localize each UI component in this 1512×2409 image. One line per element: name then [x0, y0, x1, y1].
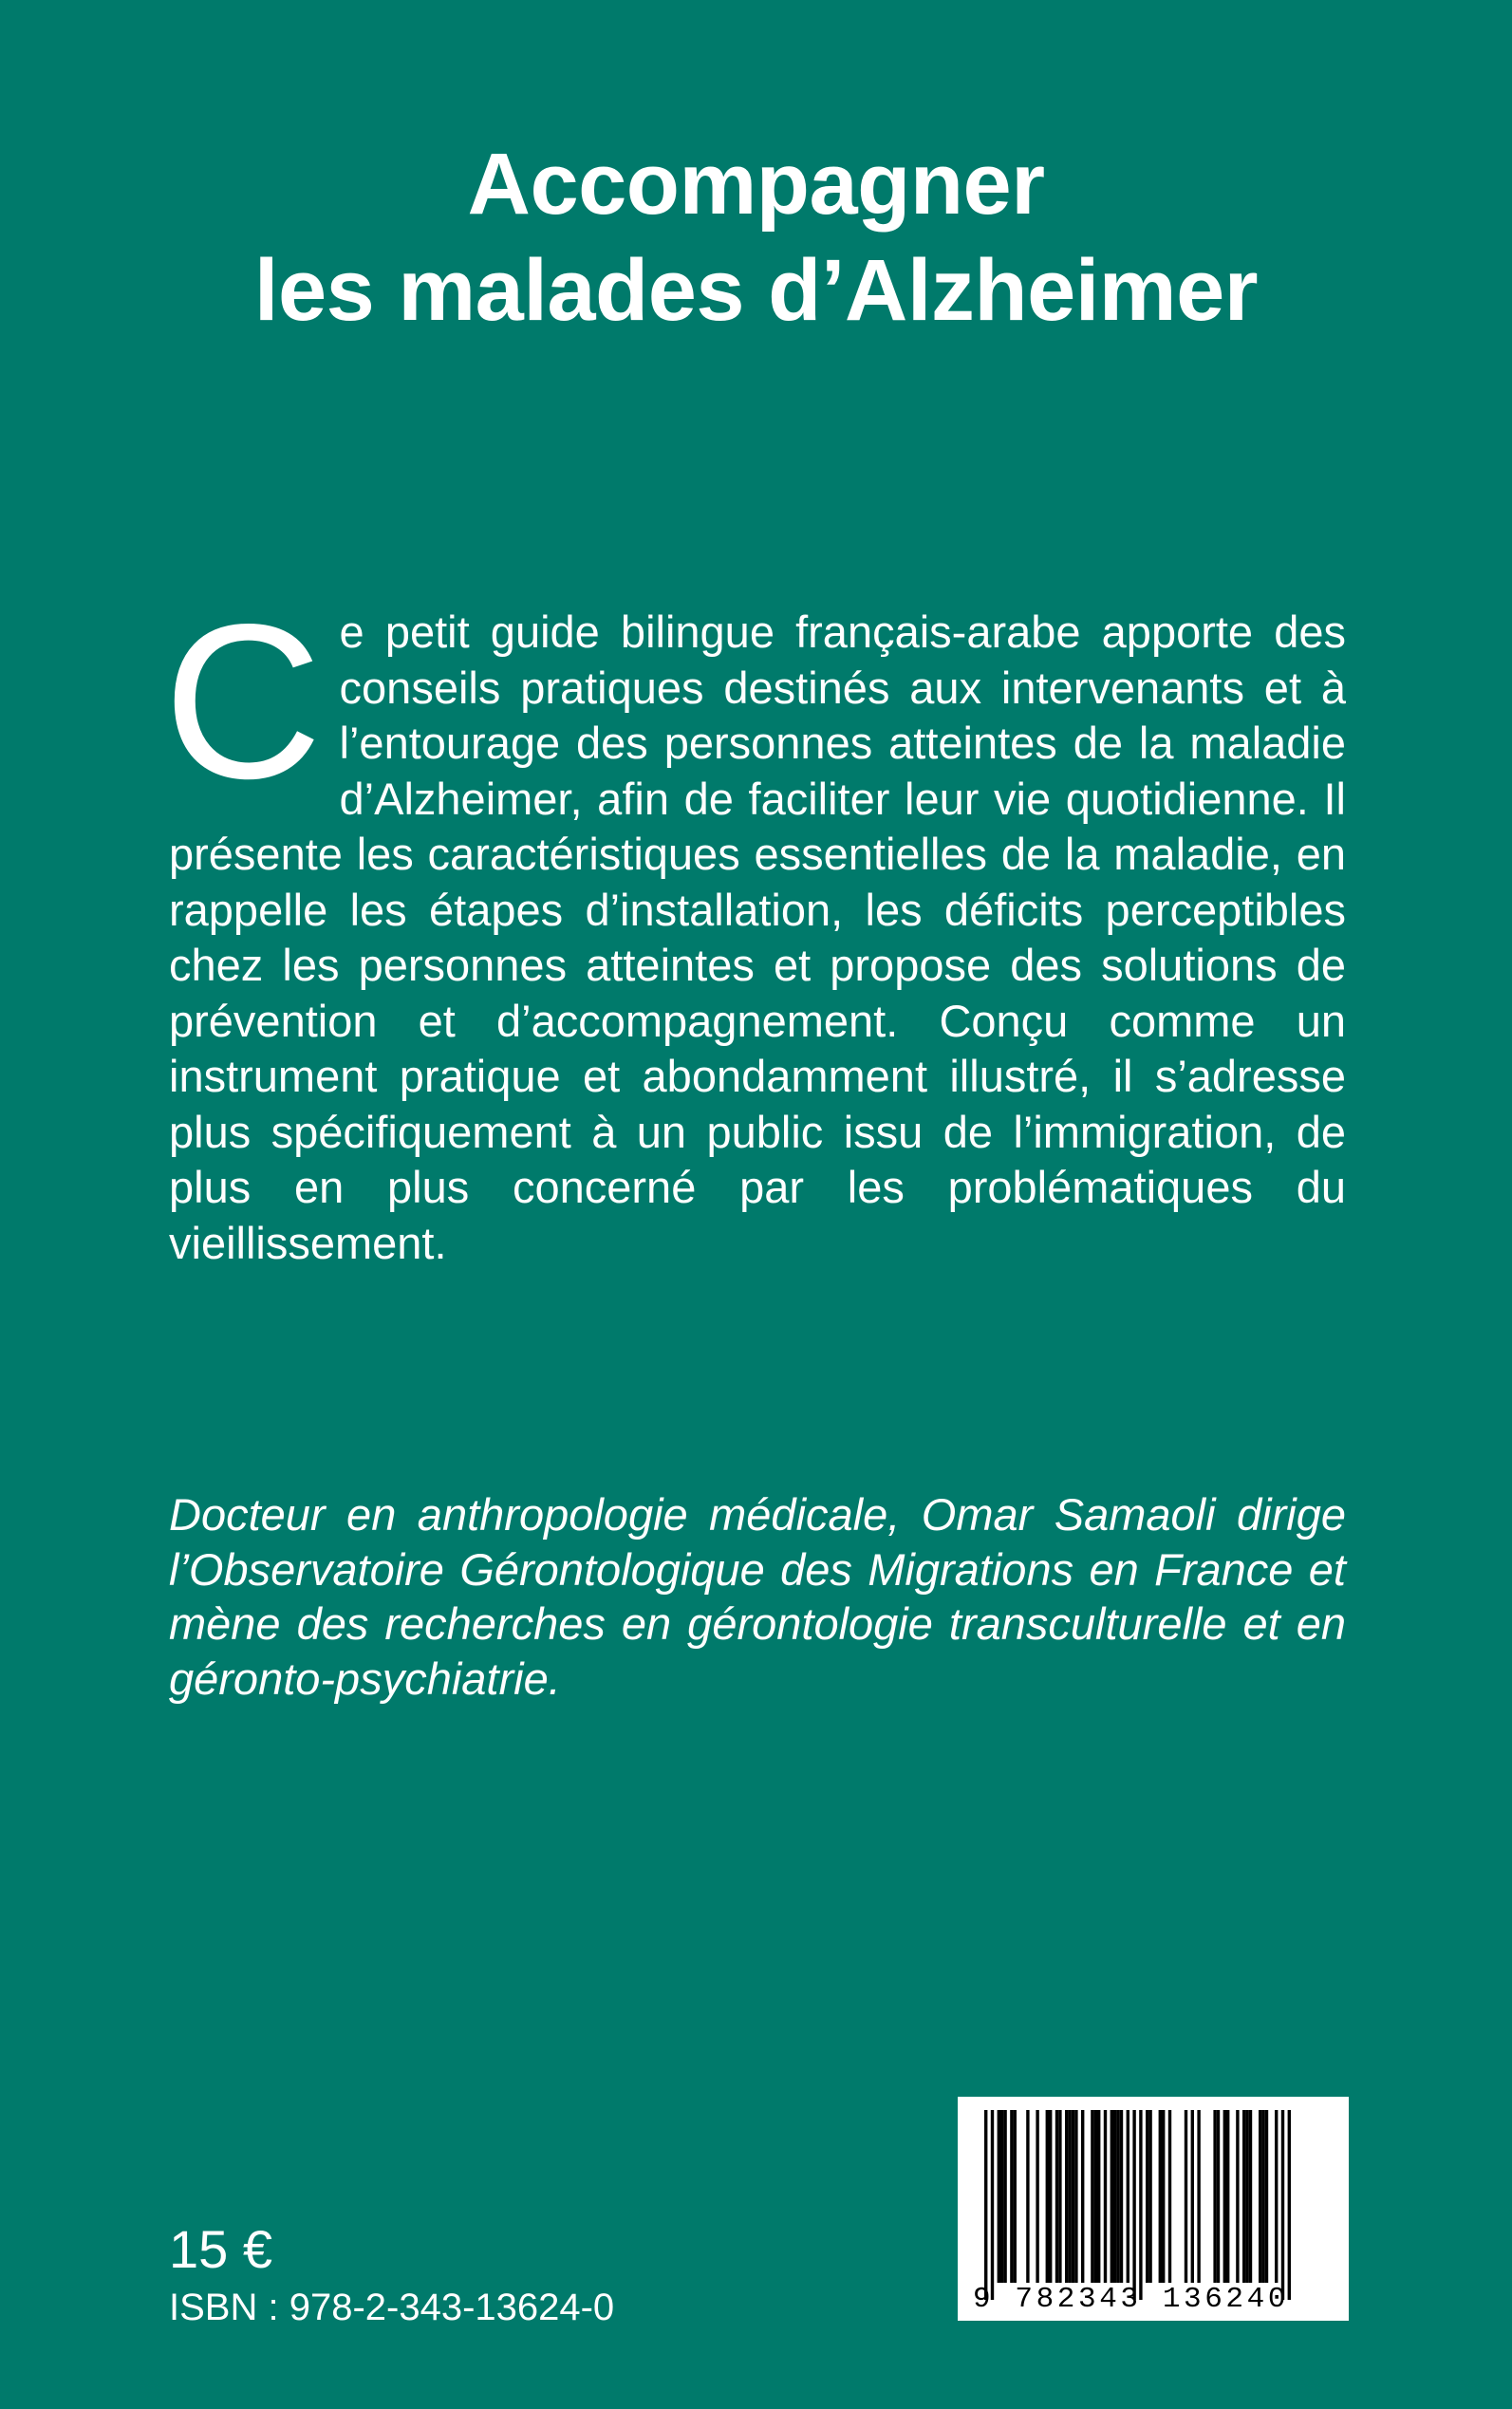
barcode-bar [1281, 2110, 1284, 2300]
barcode-bar [1275, 2110, 1278, 2283]
barcode-bar [1265, 2110, 1268, 2283]
barcode-bar [1197, 2110, 1200, 2283]
book-blurb [163, 579, 1346, 1271]
barcode-bar [1065, 2110, 1068, 2283]
barcode-bar [1046, 2110, 1049, 2283]
barcode-bar [1094, 2110, 1097, 2283]
barcode-bar [998, 2110, 1000, 2283]
barcode-bar [1000, 2110, 1003, 2283]
barcode [958, 2097, 1349, 2321]
barcode-bar [1014, 2110, 1017, 2283]
barcode-bar [1148, 2110, 1151, 2283]
barcode-bar [1068, 2110, 1071, 2283]
blurb-text: e petit guide bilingue français-arabe apporte des conseils pratiques destinés aux intervenants et à l’entourage des personnes atteintes de la maladie d’Alzheimer, afin de faciliter leur vie quotidienne. Il présente les caractéristiques essentielles de la maladie, en rappelle les étapes d’installation, les déficits perceptibles chez les personnes atteintes et propose des solutions de prévention et d’accompagnement. Conçu comme un instrument pratique et abondamment illustré, il s’adresse plus spécifiquement à un public issu de l’immigration, de plus en plus concerné par les problématiques du vieillissement. [169, 607, 1346, 1268]
barcode-bar [1072, 2110, 1074, 2283]
barcode-bar [1236, 2110, 1239, 2283]
barcode-bar [1026, 2110, 1029, 2283]
barcode-bar [1010, 2110, 1013, 2283]
barcode-bar [1242, 2110, 1245, 2283]
barcode-bar [1162, 2110, 1165, 2283]
barcode-bar [1159, 2110, 1162, 2283]
barcode-bar [1091, 2110, 1093, 2283]
barcode-bar [1245, 2110, 1248, 2283]
barcode-bar [1185, 2110, 1187, 2283]
barcode-bar [1132, 2110, 1135, 2300]
barcode-bar [1120, 2110, 1123, 2283]
barcode-bar [1288, 2110, 1291, 2300]
barcode-bar [1139, 2110, 1142, 2300]
barcode-bar [1261, 2110, 1264, 2283]
barcode-bar [1127, 2110, 1129, 2283]
barcode-digits: 9 782343 136240 [973, 2283, 1290, 2316]
barcode-bar [1217, 2110, 1220, 2283]
barcode-bar [984, 2110, 987, 2300]
barcode-bar [1074, 2110, 1077, 2283]
barcode-bar [1146, 2110, 1148, 2283]
title-line-2: les malades d’Alzheimer [253, 242, 1259, 339]
barcode-bar [1113, 2110, 1116, 2283]
barcode-bar [1249, 2110, 1252, 2283]
barcode-bar [1104, 2110, 1107, 2283]
barcode-bar [1111, 2110, 1113, 2283]
author-bio: Docteur en anthropologie médicale, Omar Samaoli dirige l’Observatoire Gérontologique des Migrations en France et mène des recherches en gérontologie transculturelle et en géronto-psychiatrie. [169, 1489, 1346, 1704]
isbn: ISBN : 978-2-343-13624-0 [169, 2287, 615, 2328]
barcode-bar [1213, 2110, 1216, 2283]
book-title [0, 131, 1512, 344]
barcode-bar [1003, 2110, 1006, 2283]
barcode-bar [1116, 2110, 1119, 2283]
barcode-bar [1049, 2110, 1052, 2283]
barcode-bar [1036, 2110, 1038, 2283]
barcode-bar [1081, 2110, 1084, 2283]
barcode-bar [1191, 2110, 1194, 2283]
barcode-bar [1097, 2110, 1100, 2283]
title-line-1: Accompagner [467, 136, 1045, 233]
price: 15 € [169, 2219, 272, 2279]
drop-cap: C [163, 579, 323, 825]
barcode-bar [1058, 2110, 1061, 2283]
barcode-bar [991, 2110, 994, 2300]
barcode-bar [1168, 2110, 1171, 2283]
barcode-bar [1259, 2110, 1261, 2283]
barcode-bar [1223, 2110, 1226, 2283]
barcode-bar [1055, 2110, 1058, 2283]
barcode-bar [1226, 2110, 1229, 2283]
